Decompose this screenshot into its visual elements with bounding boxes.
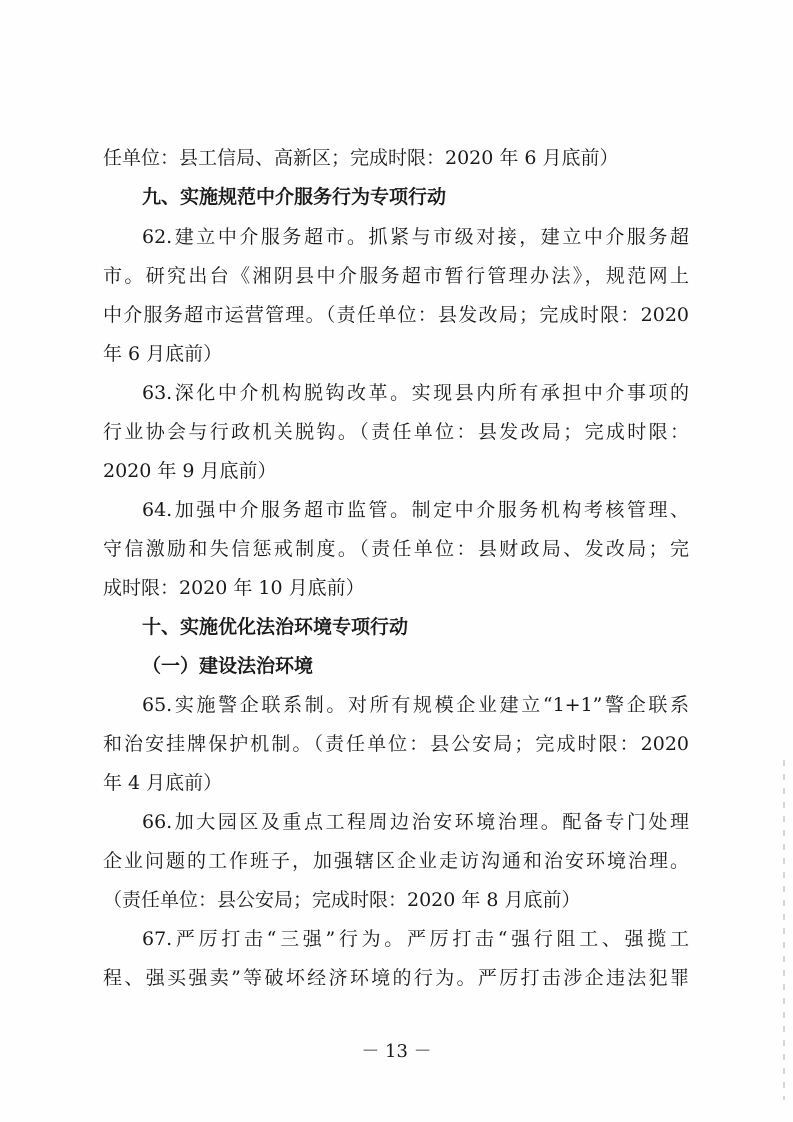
- text-line: 成时限：2020 年 10 月底前）: [103, 577, 365, 599]
- text-line: 任单位：县工信局、高新区；完成时限：2020 年 6 月底前）: [103, 147, 619, 169]
- text-line: 和治安挂牌保护机制。（责任单位：县公安局；完成时限：2020: [103, 733, 689, 755]
- section-heading: 十、实施优化法治环境专项行动: [142, 616, 409, 638]
- section-heading: 九、实施规范中介服务行为专项行动: [142, 186, 447, 208]
- text-line: 市。研究出台《湘阴县中介服务超市暂行管理办法》，规范网上: [103, 265, 689, 287]
- text-line: 行业协会与行政机关脱钩。（责任单位：县发改局；完成时限：: [103, 421, 689, 443]
- text-line: 企业问题的工作班子，加强辖区企业走访沟通和治安环境治理。: [103, 850, 689, 872]
- text-line: 守信激励和失信惩戒制度。（责任单位：县财政局、发改局；完: [103, 538, 689, 560]
- text-line: 2020 年 9 月底前）: [103, 460, 277, 482]
- subsection-heading: （一）建设法治环境: [142, 655, 314, 677]
- text-line: 年 6 月底前）: [103, 343, 223, 365]
- text-line: 中介服务超市运营管理。（责任单位：县发改局；完成时限：2020: [103, 304, 689, 326]
- text-line: 64.加强中介服务超市监管。制定中介服务机构考核管理、: [142, 499, 689, 521]
- text-line: 66.加大园区及重点工程周边治安环境治理。配备专门处理: [142, 811, 689, 833]
- scan-edge-mark: [783, 760, 785, 1100]
- text-line: 63.深化中介机构脱钩改革。实现县内所有承担中介事项的: [142, 382, 689, 404]
- text-line: 62.建立中介服务超市。抓紧与市级对接，建立中介服务超: [142, 226, 689, 248]
- text-line: 年 4 月底前）: [103, 772, 223, 794]
- text-line: 67.严厉打击“三强”行为。严厉打击“强行阻工、强揽工: [142, 928, 689, 950]
- page-number: － 13 －: [361, 1041, 432, 1062]
- text-line: 65.实施警企联系制。对所有规模企业建立“1+1”警企联系: [142, 694, 689, 716]
- text-line: 程、强买强卖”等破坏经济环境的行为。严厉打击涉企违法犯罪: [103, 967, 689, 989]
- text-line: （责任单位：县公安局；完成时限：2020 年 8 月底前）: [103, 889, 581, 911]
